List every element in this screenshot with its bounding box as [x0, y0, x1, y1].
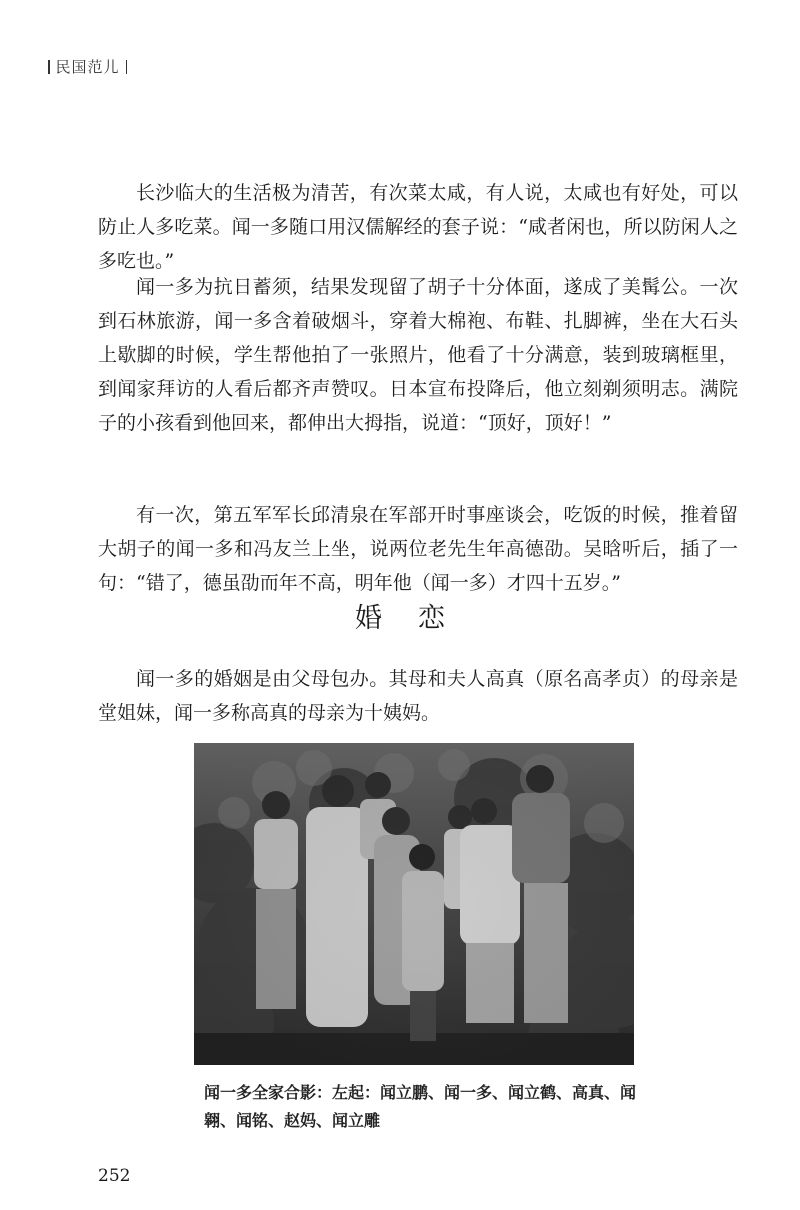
- header-bar-left: [48, 60, 50, 74]
- section-heading: 婚恋: [355, 603, 481, 634]
- paragraph-2: [98, 270, 738, 440]
- family-photo: [194, 743, 634, 1065]
- paragraph-text: 闻一多为抗日蓄须，结果发现留了胡子十分体面，遂成了美髯公。一次到石林旅游，闻一多含着破烟斗，穿着大棉袍、布鞋、扎脚裤，坐在大石头上歇脚的时候，学生帮他拍了一张照片，他看了十分满意，装到玻璃框里，到闻家拜访的人看后都齐声赞叹。日本宣布投降后，他立刻剃须明志。满院子的小孩看到他回来，都伸出大拇指，说道：“顶好，顶好！”: [98, 276, 738, 434]
- header-bar-right: [126, 60, 128, 74]
- family-photo-illustration: [194, 743, 634, 1065]
- paragraph-text: 长沙临大的生活极为清苦，有次菜太咸，有人说，太咸也有好处，可以防止人多吃菜。闻一多随口用汉儒解经的套子说：“咸者闲也，所以防闲人之多吃也。”: [98, 182, 738, 272]
- paragraph-text: 有一次，第五军军长邱清泉在军部开时事座谈会，吃饭的时候，推着留大胡子的闻一多和冯友兰上坐，说两位老先生年高德劭。吴晗听后，插了一句：“错了，德虽劭而年不高，明年他（闻一多）才四十五岁。”: [98, 504, 738, 594]
- paragraph-1: [98, 176, 738, 278]
- figure-caption: 闻一多全家合影：左起：闻立鹏、闻一多、闻立鹤、高真、闻翱、闻铭、赵妈、闻立雕: [204, 1083, 637, 1130]
- page-number: 252: [98, 1166, 131, 1186]
- paragraph-text: 闻一多的婚姻是由父母包办。其母和夫人高真（原名高孝贞）的母亲是堂姐妹，闻一多称高真的母亲为十姨妈。: [98, 668, 738, 724]
- book-title: 民国范儿: [55, 58, 120, 76]
- paragraph-3: [98, 498, 738, 600]
- running-header: [42, 56, 133, 77]
- paragraph-4: [98, 662, 738, 730]
